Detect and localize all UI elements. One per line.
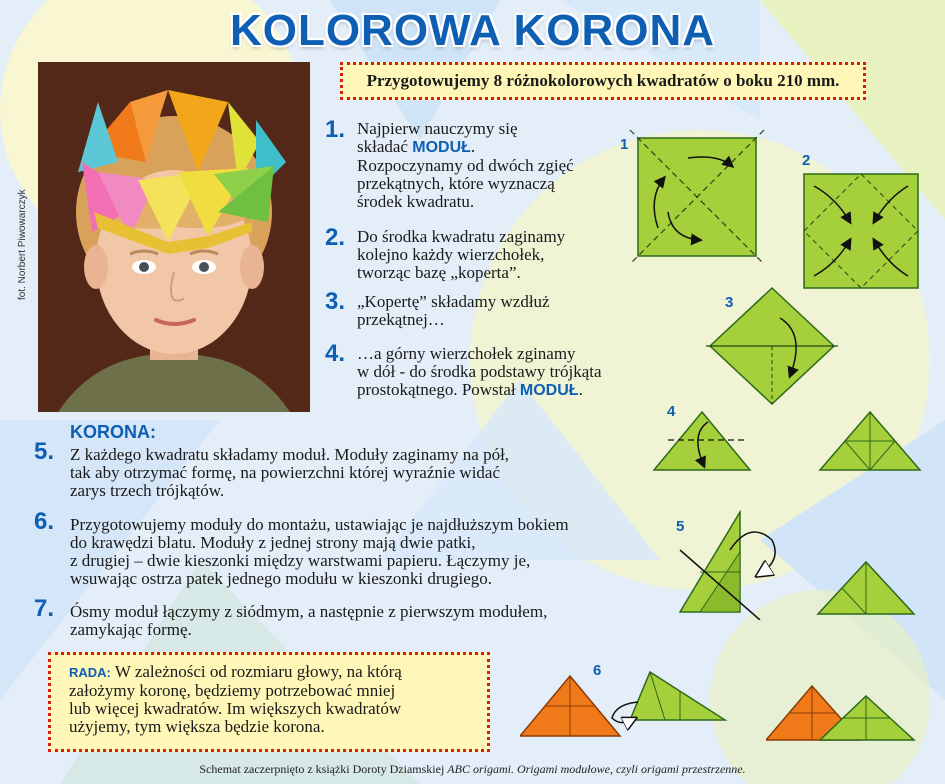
diagram-label-2: 2: [802, 152, 811, 169]
step-number: 1.: [325, 116, 346, 143]
diagram-label-6: 6: [593, 662, 602, 679]
diagram-label-4: 4: [667, 403, 676, 420]
child-crown-photo: [38, 62, 310, 412]
step-text: „Kopertę” składamy wzdłuż przekątnej…: [357, 292, 550, 329]
crown-heading: KORONA:: [70, 422, 156, 442]
diagram-step-6-result: [766, 682, 916, 742]
step-number: 6.: [34, 508, 55, 535]
diagram-step-4-fold: [652, 408, 754, 474]
keyword-modul: MODUŁ: [519, 382, 579, 399]
step-text: Do środka kwadratu zaginamy kolejno każdy wierzchołek, tworząc bazę „koperta”.: [357, 227, 566, 282]
intro-banner: Przygotowujemy 8 różnokolorowych kwadratów o boku 210 mm.: [340, 62, 866, 100]
diagram-step-4-module: [818, 410, 922, 474]
step-text: Ósmy moduł łączymy z siódmym, a następnie z pierwszym modułem, zamykając formę.: [70, 602, 548, 639]
tip-box: [48, 652, 490, 752]
diagram-step-1: [628, 128, 768, 268]
step-number: 5.: [34, 438, 55, 465]
step-text: Z każdego kwadratu składamy moduł. Moduły zaginamy na pół, tak aby otrzymać formę, na powierzchni której wyraźnie widać zarys trzech trójkątów.: [70, 445, 510, 500]
diagram-step-6-join: [520, 662, 730, 742]
page-title: KOLOROWA KORONA: [229, 6, 716, 55]
diagram-step-2: [796, 168, 926, 292]
diagram-step-5-fold: [660, 510, 800, 620]
diagram-label-5: 5: [676, 518, 685, 535]
keyword-modul: MODUŁ: [412, 139, 471, 156]
photo-credit: fot. Norbert Piwowarczyk: [17, 189, 28, 300]
step-number: 2.: [325, 224, 346, 251]
step-text: Przygotowujemy moduły do montażu, ustawiając je najdłuższym bokiem do krawędzi blatu. Moduły z jednej strony mają dwie patki, z drugiej – dwie kieszonki między warstwami papieru. Łączymy je, wsuwając ostrza patek jednego modułu w kieszonki drugiego.: [70, 515, 569, 588]
diagram-label-3: 3: [725, 294, 734, 311]
step-number: 7.: [34, 595, 55, 622]
step-text: …a górny wierzchołek zginamy w dół - do środka podstawy trójkąta prostokątnego. Powstał MODUŁ.: [357, 344, 602, 399]
diagram-label-1: 1: [620, 136, 629, 153]
tip-text: RADA: W zależności od rozmiaru głowy, na którą założymy koronę, będziemy potrzebować mniej lub więcej kwadratów. Im większych kwadratów użyjemy, tym większa będzie korona.: [69, 662, 402, 736]
step-number: 3.: [325, 288, 346, 315]
step-text: Najpierw nauczymy się składać MODUŁ. Rozpoczynamy od dwóch zgięć przekątnych, które wyznaczą środek kwadratu.: [357, 119, 574, 211]
source-footer: Schemat zaczerpnięto z książki Doroty Dziamskiej ABC origami. Origami modułowe, czyli origami przestrzenne.: [199, 762, 746, 776]
child-crown-illustration: [38, 62, 310, 412]
diagram-step-5-result: [816, 560, 916, 616]
tip-label: RADA:: [69, 665, 111, 680]
diagram-step-3: [706, 284, 838, 410]
step-number: 4.: [325, 340, 346, 367]
